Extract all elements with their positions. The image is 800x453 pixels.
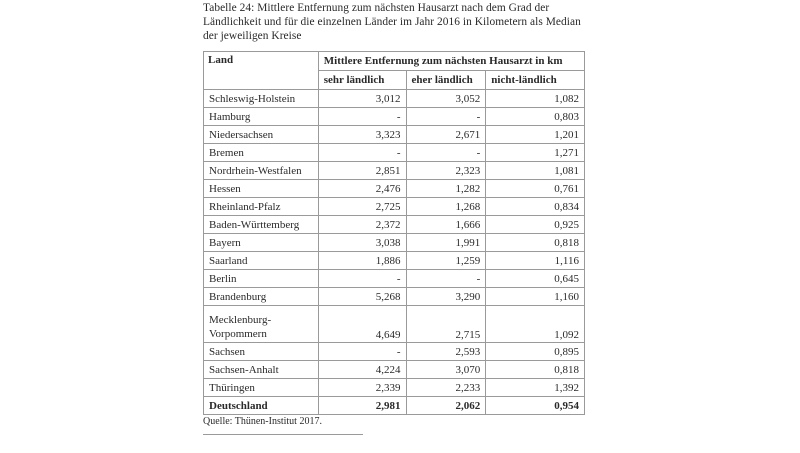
table-caption: Tabelle 24: Mittlere Entfernung zum nächsten Hausarzt nach dem Grad der Ländlichkeit und für die einzelnen Länder im Jahr 2016 in Kilometern als Median der jeweiligen Kreise [203,2,581,42]
table-row [204,234,585,252]
value-cell: - [318,343,406,361]
table-row [204,162,585,180]
value-cell: 1,092 [486,306,585,343]
value-cell: 1,991 [406,234,486,252]
value-cell: 2,062 [406,397,486,415]
column-header-nicht-laendlich: nicht-ländlich [486,71,585,90]
value-cell: 0,803 [486,108,585,126]
table-row [204,126,585,144]
value-cell: 0,834 [486,198,585,216]
value-cell: 2,725 [318,198,406,216]
value-cell: 3,038 [318,234,406,252]
value-cell: 3,070 [406,361,486,379]
land-cell: Schleswig-Holstein [204,90,319,108]
value-cell: 2,339 [318,379,406,397]
value-cell: 1,392 [486,379,585,397]
value-cell: - [406,108,486,126]
column-group-header: Mittlere Entfernung zum nächsten Hausarzt in km [318,52,584,71]
table-row [204,343,585,361]
value-cell: - [406,270,486,288]
value-cell: 1,282 [406,180,486,198]
table-row [204,252,585,270]
value-cell: 2,233 [406,379,486,397]
land-cell: Sachsen [204,343,319,361]
table-header-row [204,52,585,71]
land-cell: Saarland [204,252,319,270]
source-note: Quelle: Thünen-Institut 2017. [203,416,322,427]
table-row [204,216,585,234]
value-cell: 1,160 [486,288,585,306]
value-cell: 0,925 [486,216,585,234]
value-cell: 2,851 [318,162,406,180]
value-cell: 1,082 [486,90,585,108]
value-cell: 2,715 [406,306,486,343]
land-cell: Deutschland [204,397,319,415]
value-cell: 4,649 [318,306,406,343]
value-cell: 2,671 [406,126,486,144]
column-header-land: Land [204,52,319,90]
table-row [204,270,585,288]
land-cell: Niedersachsen [204,126,319,144]
value-cell: 3,290 [406,288,486,306]
table-row [204,90,585,108]
value-cell: 2,323 [406,162,486,180]
land-cell: Rheinland-Pfalz [204,198,319,216]
table-row [204,180,585,198]
value-cell: 1,886 [318,252,406,270]
table-row [204,288,585,306]
land-cell: Baden-Württemberg [204,216,319,234]
land-cell: Hessen [204,180,319,198]
value-cell: 1,259 [406,252,486,270]
value-cell: 1,666 [406,216,486,234]
value-cell: 2,476 [318,180,406,198]
table-row [204,108,585,126]
land-cell: Berlin [204,270,319,288]
land-cell: Mecklenburg-Vorpommern [204,306,319,343]
column-header-eher-laendlich: eher ländlich [406,71,486,90]
value-cell: - [406,144,486,162]
value-cell: 5,268 [318,288,406,306]
table-row [204,144,585,162]
distance-table [203,51,585,415]
value-cell: 1,268 [406,198,486,216]
value-cell: 3,323 [318,126,406,144]
land-cell: Nordrhein-Westfalen [204,162,319,180]
value-cell: 1,081 [486,162,585,180]
value-cell: 3,052 [406,90,486,108]
value-cell: 4,224 [318,361,406,379]
table-row [204,361,585,379]
value-cell: - [318,270,406,288]
footnote-divider [203,434,363,435]
value-cell: 1,201 [486,126,585,144]
value-cell: 3,012 [318,90,406,108]
land-cell: Thüringen [204,379,319,397]
table-row [204,198,585,216]
value-cell: 2,372 [318,216,406,234]
table-total-row [204,397,585,415]
value-cell: 1,271 [486,144,585,162]
value-cell: 0,818 [486,361,585,379]
document-page [203,0,595,427]
table-row [204,379,585,397]
land-cell: Hamburg [204,108,319,126]
land-cell: Brandenburg [204,288,319,306]
value-cell: 2,593 [406,343,486,361]
value-cell: - [318,144,406,162]
land-cell: Bayern [204,234,319,252]
land-cell: Sachsen-Anhalt [204,361,319,379]
value-cell: - [318,108,406,126]
value-cell: 0,954 [486,397,585,415]
value-cell: 0,895 [486,343,585,361]
value-cell: 2,981 [318,397,406,415]
table-row [204,306,585,343]
value-cell: 0,645 [486,270,585,288]
value-cell: 1,116 [486,252,585,270]
column-header-sehr-laendlich: sehr ländlich [318,71,406,90]
land-cell: Bremen [204,144,319,162]
value-cell: 0,761 [486,180,585,198]
value-cell: 0,818 [486,234,585,252]
